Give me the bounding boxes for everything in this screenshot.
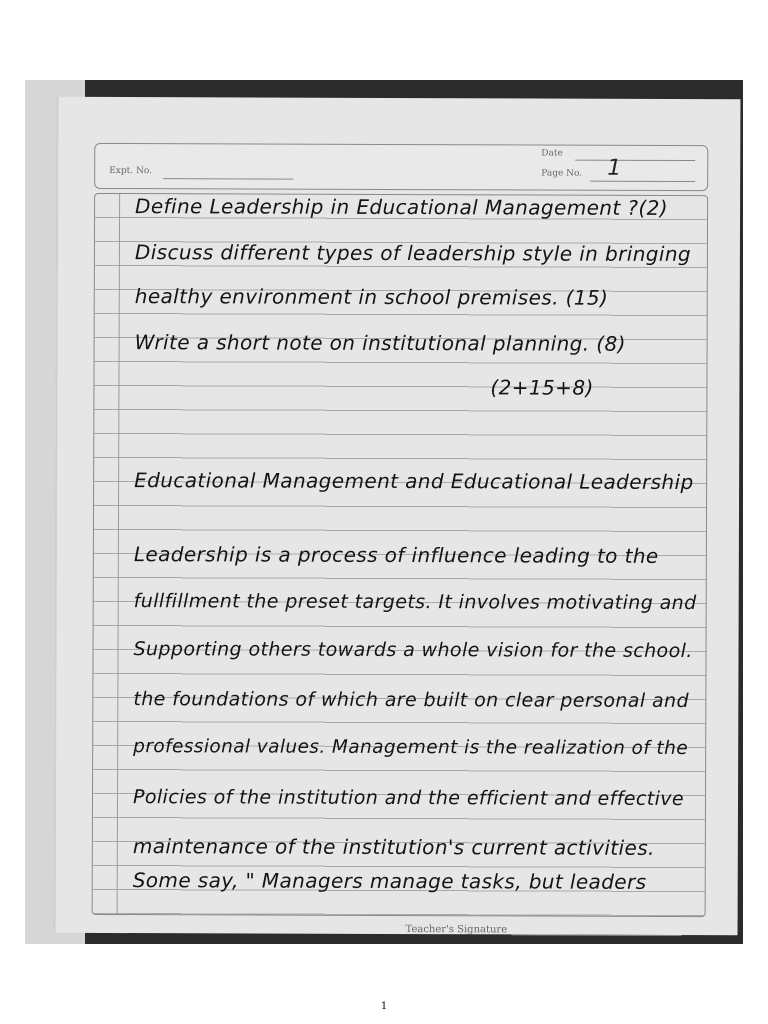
expt-no-label: Expt. No.	[109, 165, 152, 177]
answer-heading: Educational Management and Educational Leadership	[134, 468, 694, 495]
answer-line: Leadership is a process of influence leading to the	[133, 542, 659, 568]
answer-line: fullfillment the preset targets. It involves motivating and	[133, 590, 697, 615]
answer-line: Some say, " Managers manage tasks, but leaders	[132, 868, 647, 894]
margin-line	[117, 194, 121, 914]
question-line: Discuss different types of leadership style in bringing	[134, 240, 692, 267]
pdf-page-number: 1	[380, 1001, 388, 1012]
date-line	[575, 160, 695, 161]
question-line: healthy environment in school premises. (15)	[134, 284, 609, 310]
answer-line: maintenance of the institution's current activities.	[132, 834, 655, 860]
ruled-area	[92, 193, 709, 917]
expt-no-line	[163, 178, 293, 179]
answer-line: professional values. Management is the realization of the	[133, 736, 689, 760]
teacher-signature-label: Teacher's Signature	[405, 924, 508, 936]
notebook-page	[54, 97, 741, 935]
notebook-photo	[25, 80, 743, 944]
marks-total: (2+15+8)	[490, 375, 594, 400]
answer-line: Supporting others towards a whole vision for the school.	[133, 638, 693, 663]
page-no-value: 1	[607, 155, 622, 181]
page-header	[94, 143, 708, 191]
page-no-line	[590, 181, 695, 182]
date-label: Date	[541, 148, 563, 159]
answer-line: Policies of the institution and the efficient and effective	[132, 786, 685, 811]
teacher-signature-line	[512, 934, 682, 936]
question-line: Define Leadership in Educational Management ?(2)	[135, 194, 668, 220]
page-no-label: Page No.	[541, 168, 583, 179]
question-line: Write a short note on institutional planning. (8)	[134, 330, 626, 356]
answer-line: the foundations of which are built on clear personal and	[133, 688, 689, 713]
